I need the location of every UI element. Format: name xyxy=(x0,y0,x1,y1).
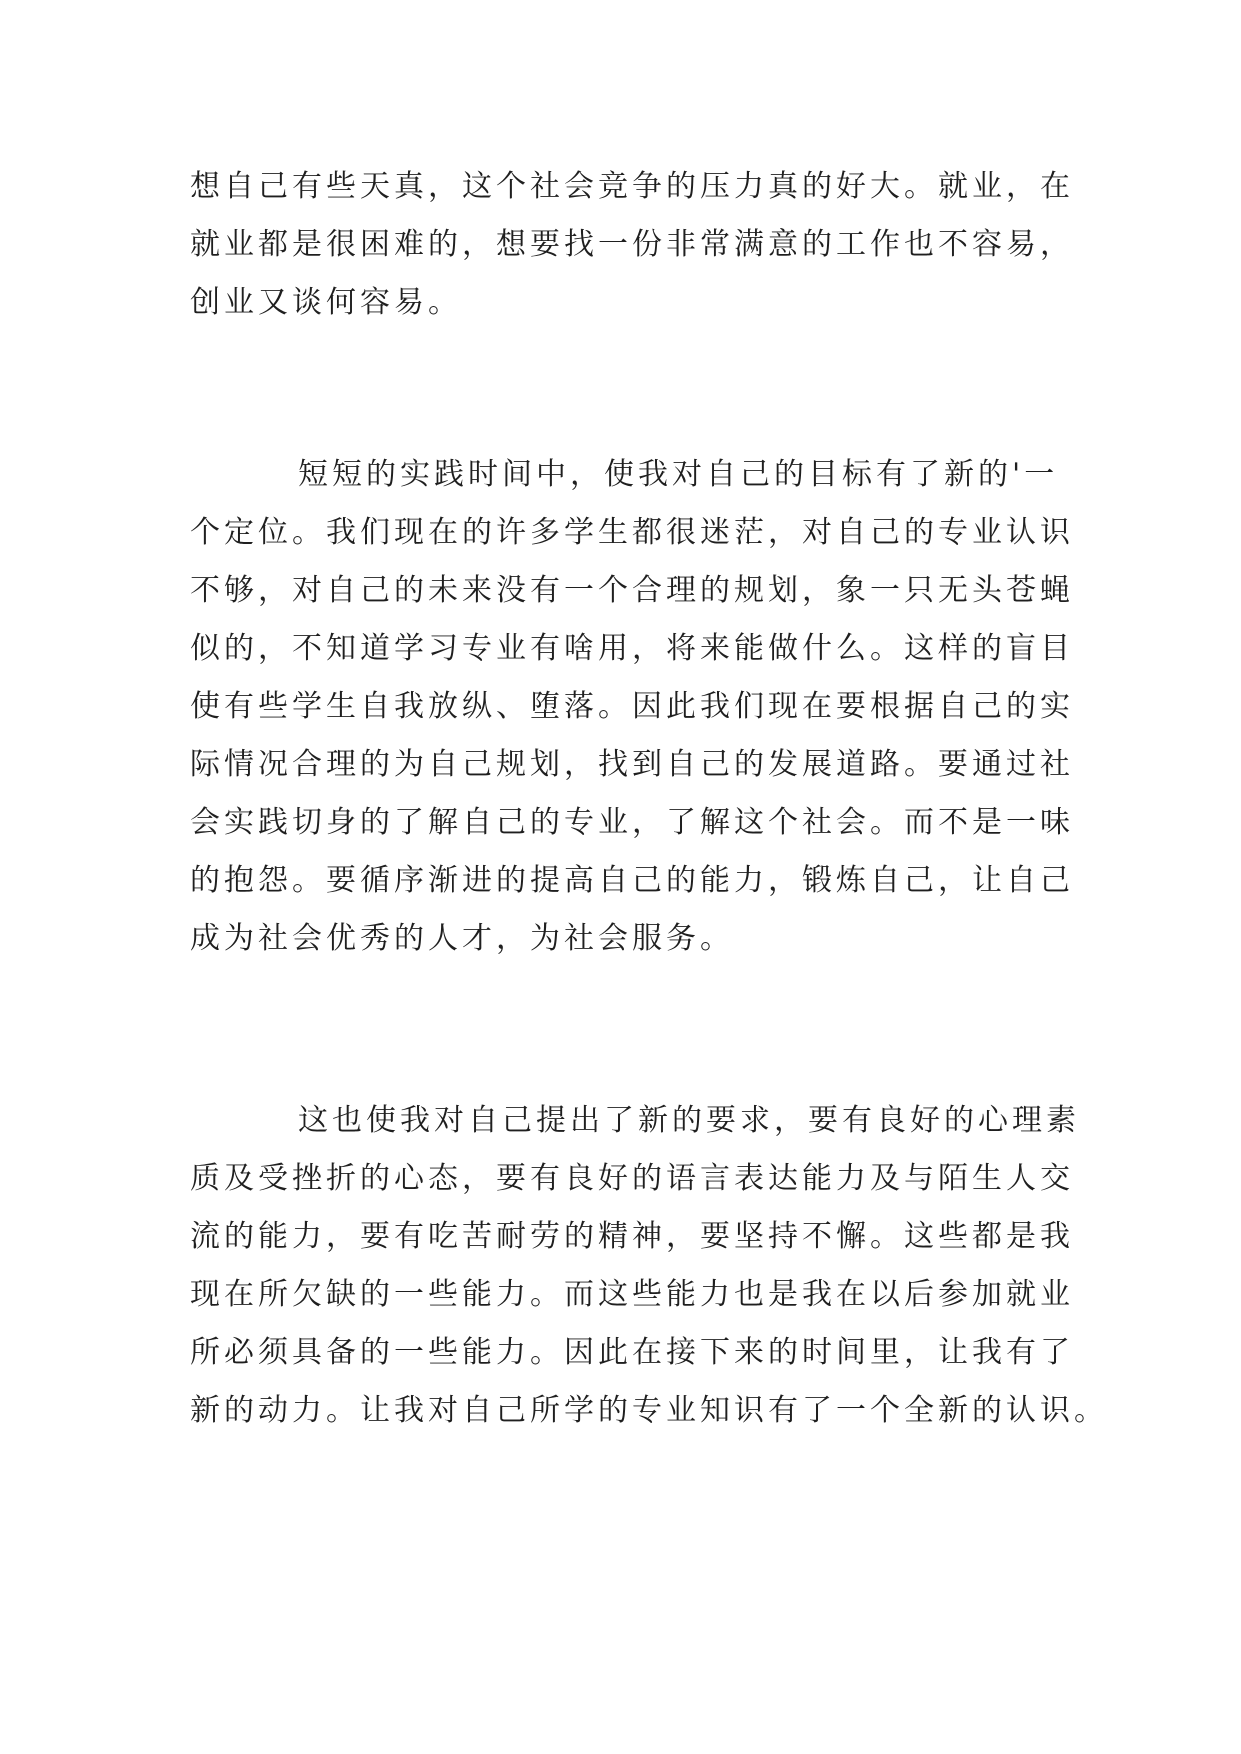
paragraph-line: 流的能力，要有吃苦耐劳的精神，要坚持不懈。这些都是我 xyxy=(190,1219,1074,1254)
paragraph-line: 这也使我对自己提出了新的要求，要有良好的心理素 xyxy=(298,1103,1080,1138)
paragraph-line: 不够，对自己的未来没有一个合理的规划，象一只无头苍蝇 xyxy=(190,573,1074,608)
paragraph-line: 新的动力。让我对自己所学的专业知识有了一个全新的认识。 xyxy=(190,1393,1108,1428)
paragraph-line: 个定位。我们现在的许多学生都很迷茫，对自己的专业认识 xyxy=(190,515,1074,550)
paragraph-line: 质及受挫折的心态，要有良好的语言表达能力及与陌生人交 xyxy=(190,1161,1074,1196)
paragraph-line: 成为社会优秀的人才，为社会服务。 xyxy=(190,921,734,956)
paragraph-line: 现在所欠缺的一些能力。而这些能力也是我在以后参加就业 xyxy=(190,1277,1074,1312)
paragraph-1 xyxy=(190,158,1074,332)
paragraph-3 xyxy=(190,1092,1108,1440)
paragraph-line: 短短的实践时间中，使我对自己的目标有了新的'一 xyxy=(298,457,1059,492)
paragraph-line: 际情况合理的为自己规划，找到自己的发展道路。要通过社 xyxy=(190,747,1074,782)
paragraph-line: 使有些学生自我放纵、堕落。因此我们现在要根据自己的实 xyxy=(190,689,1074,724)
paragraph-line: 似的，不知道学习专业有啥用，将来能做什么。这样的盲目 xyxy=(190,631,1074,666)
paragraph-line: 的抱怨。要循序渐进的提高自己的能力，锻炼自己，让自己 xyxy=(190,863,1074,898)
paragraph-2 xyxy=(190,446,1074,968)
paragraph-line: 会实践切身的了解自己的专业，了解这个社会。而不是一味 xyxy=(190,805,1074,840)
paragraph-line: 就业都是很困难的，想要找一份非常满意的工作也不容易， xyxy=(190,227,1074,262)
paragraph-line: 想自己有些天真，这个社会竞争的压力真的好大。就业，在 xyxy=(190,169,1074,204)
paragraph-line: 创业又谈何容易。 xyxy=(190,285,462,320)
paragraph-line: 所必须具备的一些能力。因此在接下来的时间里，让我有了 xyxy=(190,1335,1074,1370)
